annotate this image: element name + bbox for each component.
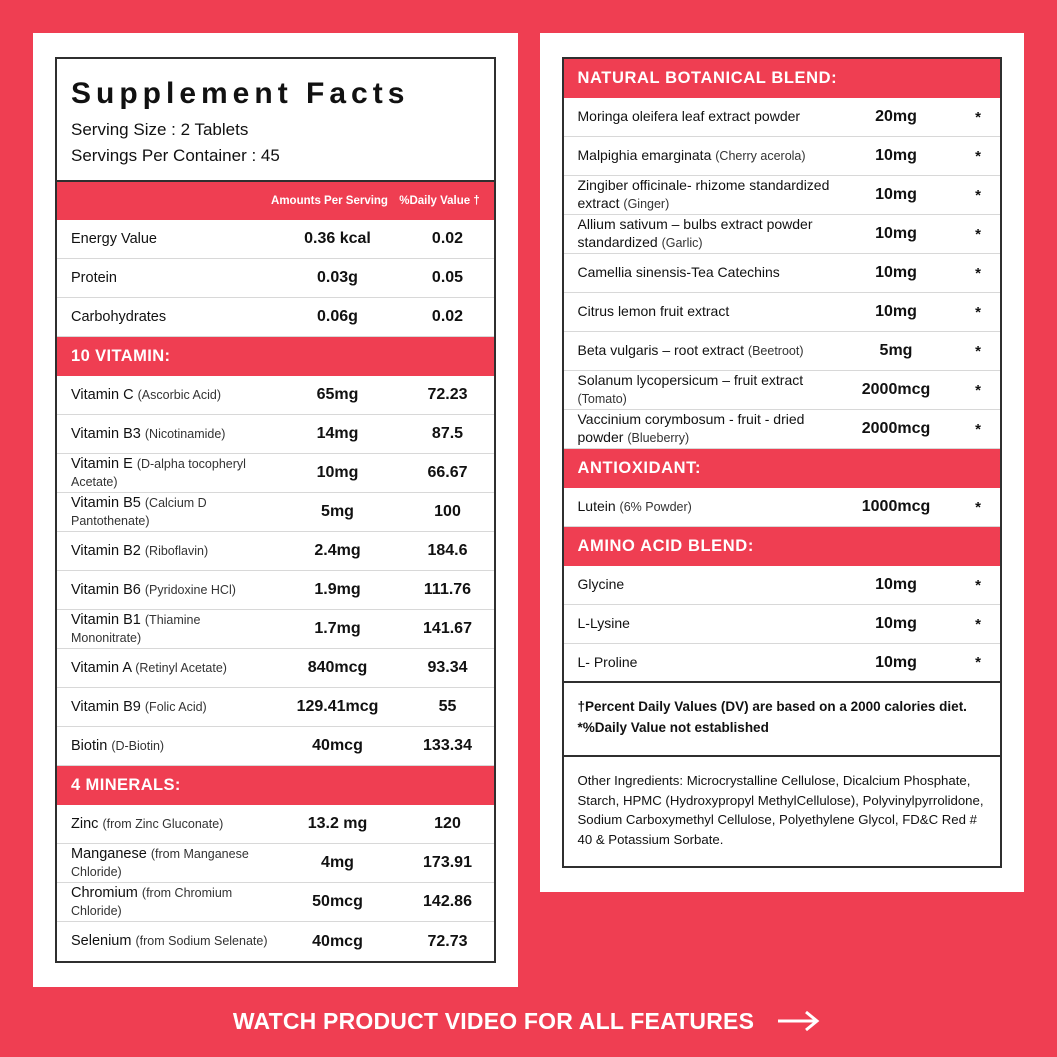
nutrient-amount: 0.03g — [317, 269, 358, 286]
nutrient-dv: 0.02 — [431, 308, 464, 325]
table-row — [564, 293, 1001, 332]
table-row — [564, 215, 1001, 254]
ingredient-dv: * — [975, 342, 981, 360]
nutrient-amount: 4mg — [321, 854, 354, 871]
column-header-daily-value: %Daily Value † — [399, 195, 480, 207]
nutrient-dv: 66.67 — [427, 464, 468, 481]
ingredient-amount: 20mg — [875, 108, 917, 125]
table-row — [57, 922, 494, 961]
nutrient-dv: 173.91 — [423, 854, 472, 871]
nutrient-amount: 0.06g — [317, 308, 358, 325]
nutrient-name: Biotin (D-Biotin) — [71, 737, 165, 754]
right-panel — [540, 33, 1025, 892]
table-row — [57, 844, 494, 883]
nutrient-name: Carbohydrates — [71, 308, 167, 325]
other-ingredients: Other Ingredients: Microcrystalline Cellulose, Dicalcium Phosphate, Starch, HPMC (Hydroxypropyl MethylCellulose), Polyvinylpyrrolidone, Sodium Carboxymethyl Cellulose, Polyethylene Glycol, FD&C Red # 40 & Potassium Sorbate. — [577, 772, 984, 848]
nutrient-dv: 184.6 — [427, 542, 468, 559]
table-row — [57, 532, 494, 571]
nutrient-dv: 120 — [434, 815, 461, 832]
nutrient-name: Vitamin B1 (Thiamine Mononitrate) — [71, 611, 201, 645]
ingredient-name: Vaccinium corymbosum - fruit - dried powder (Blueberry) — [577, 411, 805, 445]
ingredient-dv: * — [975, 498, 981, 516]
nutrient-dv: 133.34 — [423, 737, 472, 754]
table-row — [564, 644, 1001, 683]
nutrient-dv: 55 — [438, 698, 457, 715]
nutrient-amount: 13.2 mg — [307, 815, 368, 832]
nutrient-name: Vitamin B2 (Riboflavin) — [71, 542, 209, 559]
nutrient-amount: 10mg — [316, 464, 359, 481]
ingredient-dv: * — [975, 303, 981, 321]
nutrient-dv: 141.67 — [423, 620, 472, 637]
panels-container — [33, 33, 1024, 987]
table-row — [564, 254, 1001, 293]
table-row — [57, 220, 494, 259]
nutrient-dv: 100 — [434, 503, 461, 520]
nutrient-amount: 40mcg — [312, 737, 363, 754]
serving-info — [57, 117, 494, 170]
ingredient-amount: 2000mcg — [861, 381, 931, 398]
table-row — [564, 371, 1001, 410]
section-header-vitamins: 10 VITAMIN: — [57, 337, 494, 376]
table-row — [564, 410, 1001, 449]
table-row — [57, 454, 494, 493]
serving-size: Serving Size : 2 Tablets — [71, 120, 249, 139]
ingredient-dv: * — [975, 381, 981, 399]
nutrient-name: Vitamin B3 (Nicotinamide) — [71, 425, 226, 442]
nutrient-name: Vitamin E (D-alpha tocopheryl Acetate) — [71, 455, 246, 489]
table-row — [57, 649, 494, 688]
nutrient-dv: 0.05 — [431, 269, 464, 286]
footer-cta[interactable] — [0, 985, 1057, 1057]
ingredient-amount: 10mg — [875, 615, 917, 632]
table-row — [564, 566, 1001, 605]
table-row — [564, 332, 1001, 371]
nutrient-dv: 87.5 — [431, 425, 464, 442]
arrow-right-icon — [776, 1007, 824, 1035]
nutrient-name: Vitamin B6 (Pyridoxine HCl) — [71, 581, 236, 598]
ingredient-name: Malpighia emarginata (Cherry acerola) — [577, 147, 806, 164]
nutrient-amount: 2.4mg — [314, 542, 361, 559]
ingredient-amount: 10mg — [875, 576, 917, 593]
nutrient-name: Selenium (from Sodium Selenate) — [71, 933, 268, 950]
table-row — [57, 805, 494, 844]
ingredient-name: Glycine — [577, 576, 625, 593]
ingredient-name: Zingiber officinale- rhizome standardized extract (Ginger) — [577, 177, 830, 211]
ingredient-name: Camellia sinensis-Tea Catechins — [577, 264, 780, 281]
table-row — [57, 298, 494, 337]
ingredient-name: Moringa oleifera leaf extract powder — [577, 108, 801, 125]
nutrient-name: Energy Value — [71, 230, 157, 247]
footer-cta-label: WATCH PRODUCT VIDEO FOR ALL FEATURES — [232, 1007, 755, 1034]
column-header-row — [57, 182, 494, 220]
nutrient-dv: 72.23 — [427, 386, 468, 403]
table-row — [57, 688, 494, 727]
nutrient-name: Vitamin B9 (Folic Acid) — [71, 698, 207, 715]
nutrient-amount: 14mg — [316, 425, 359, 442]
table-row — [57, 571, 494, 610]
table-row — [564, 98, 1001, 137]
ingredient-amount: 10mg — [875, 303, 917, 320]
nutrient-dv: 111.76 — [423, 581, 472, 598]
ingredient-name: Lutein (6% Powder) — [577, 498, 692, 515]
ingredient-dv: * — [975, 186, 981, 204]
nutrient-name: Vitamin C (Ascorbic Acid) — [71, 386, 221, 403]
nutrient-dv: 72.73 — [427, 932, 468, 950]
nutrient-name: Manganese (from Manganese Chloride) — [71, 845, 249, 879]
ingredient-amount: 10mg — [875, 225, 917, 242]
ingredient-dv: * — [975, 147, 981, 165]
ingredient-dv: * — [975, 615, 981, 633]
nutrient-dv: 142.86 — [423, 893, 472, 910]
nutrient-amount: 40mcg — [312, 932, 363, 950]
ingredient-amount: 1000mcg — [861, 498, 931, 515]
nutrient-name: Zinc (from Zinc Gluconate) — [71, 815, 224, 832]
section-header-amino: AMINO ACID BLEND: — [564, 527, 1001, 566]
table-row — [564, 137, 1001, 176]
table-row — [57, 259, 494, 298]
nutrient-amount: 50mcg — [312, 893, 363, 910]
nutrient-dv: 0.02 — [431, 230, 464, 247]
nutrient-amount: 5mg — [321, 503, 354, 520]
ingredient-amount: 10mg — [875, 147, 917, 164]
nutrient-dv: 93.34 — [427, 659, 468, 676]
section-header-minerals: 4 MINERALS: — [57, 766, 494, 805]
nutrient-amount: 840mcg — [307, 659, 368, 676]
ingredient-dv: * — [975, 225, 981, 243]
table-row — [57, 610, 494, 649]
ingredient-dv: * — [975, 576, 981, 594]
nutrient-name: Vitamin A (Retinyl Acetate) — [71, 659, 227, 676]
section-header-antioxidant: ANTIOXIDANT: — [564, 449, 1001, 488]
ingredient-amount: 10mg — [875, 264, 917, 281]
ingredient-name: Citrus lemon fruit extract — [577, 303, 730, 320]
servings-per-container: Servings Per Container : 45 — [71, 145, 280, 165]
ingredient-amount: 10mg — [875, 653, 917, 671]
dv-note-line-1: †Percent Daily Values (DV) are based on a 2000 calories diet. — [577, 699, 967, 714]
table-row — [57, 883, 494, 922]
nutrient-amount: 1.7mg — [314, 620, 361, 637]
ingredient-dv: * — [975, 654, 981, 671]
nutrient-amount: 65mg — [316, 386, 359, 403]
nutrient-amount: 129.41mcg — [296, 698, 379, 715]
table-row — [57, 376, 494, 415]
ingredient-amount: 2000mcg — [861, 420, 931, 437]
supplement-facts-table — [55, 57, 496, 963]
blend-table — [562, 57, 1003, 868]
table-row — [564, 605, 1001, 644]
nutrient-name: Protein — [71, 269, 117, 286]
ingredient-amount: 10mg — [875, 186, 917, 203]
page-title: Supplement Facts — [71, 77, 410, 110]
ingredient-name: L-Lysine — [577, 615, 630, 632]
ingredient-name: L- Proline — [577, 653, 638, 670]
ingredient-name: Beta vulgaris – root extract (Beetroot) — [577, 342, 804, 359]
section-header-botanical: NATURAL BOTANICAL BLEND: — [564, 59, 1001, 98]
table-row — [57, 727, 494, 766]
table-row — [57, 415, 494, 454]
table-row — [564, 176, 1001, 215]
table-row — [57, 493, 494, 532]
column-header-amount: Amounts Per Serving — [271, 195, 388, 207]
ingredient-amount: 5mg — [879, 342, 913, 359]
ingredient-dv: * — [975, 108, 981, 126]
ingredient-dv: * — [975, 264, 981, 282]
ingredient-name: Solanum lycopersicum – fruit extract (Tomato) — [577, 372, 804, 406]
left-panel — [33, 33, 518, 987]
ingredient-dv: * — [975, 420, 981, 438]
nutrient-amount: 0.36 kcal — [304, 230, 371, 247]
nutrient-name: Chromium (from Chromium Chloride) — [71, 884, 233, 918]
table-row — [564, 488, 1001, 527]
nutrient-name: Vitamin B5 (Calcium D Pantothenate) — [71, 494, 207, 528]
daily-value-note — [564, 683, 1001, 757]
nutrient-amount: 1.9mg — [314, 581, 361, 598]
dv-note-line-2: *%Daily Value not established — [577, 719, 769, 735]
ingredient-name: Allium sativum – bulbs extract powder standardized (Garlic) — [577, 216, 813, 250]
